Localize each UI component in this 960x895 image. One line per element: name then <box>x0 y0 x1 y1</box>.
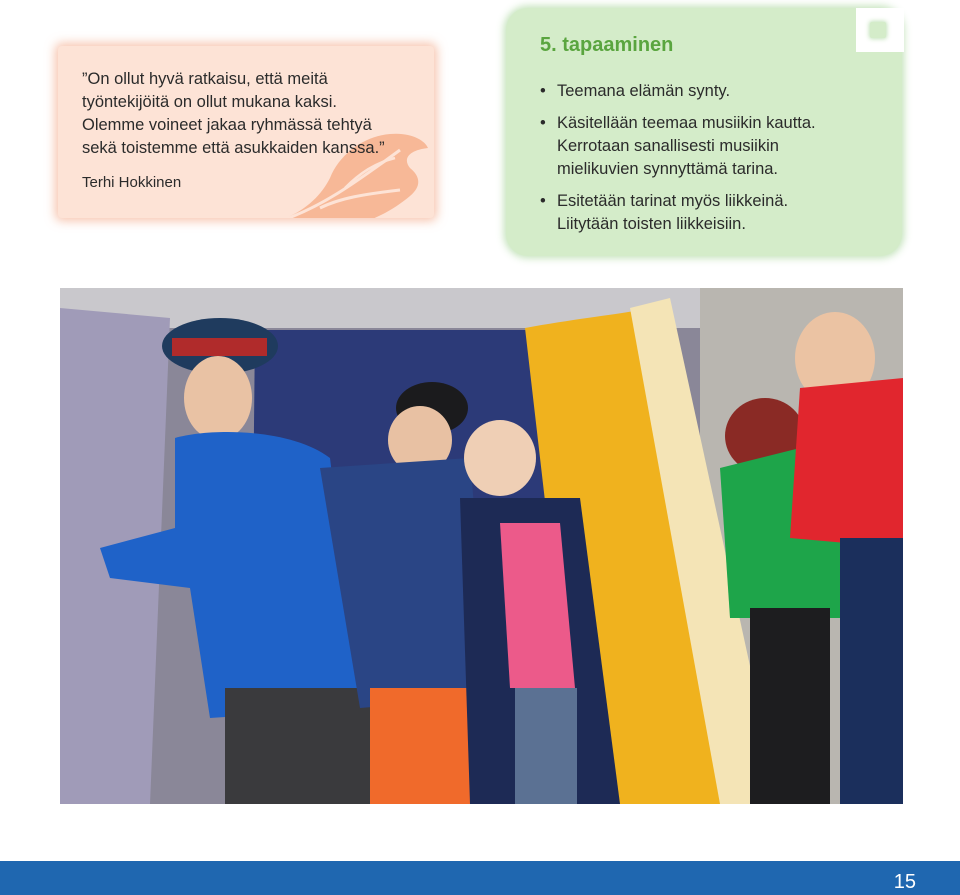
bullet-icon: • <box>540 114 546 132</box>
page-number: 15 <box>893 871 916 893</box>
photo <box>60 288 903 804</box>
quote-author: Terhi Hokkinen <box>82 174 182 191</box>
list-item <box>540 112 880 181</box>
quote-box <box>58 46 434 218</box>
list-item-text: Teemana elämän synty. <box>557 82 731 100</box>
session-list <box>540 80 880 245</box>
list-item <box>540 190 880 236</box>
corner-square <box>870 22 886 38</box>
photo-illustration <box>60 288 903 804</box>
list-item-text: Esitetään tarinat myös liikkeinä. Liitytään toisten liikkeisiin. <box>557 192 789 233</box>
list-item <box>540 80 880 103</box>
quote-text: ”On ollut hyvä ratkaisu, että meitä työntekijöitä on ollut mukana kaksi. Olemme voineet jakaa ryhmässä tehtyä sekä toistemme että asukkaiden kanssa.” <box>82 70 385 157</box>
session-title: 5. tapaaminen <box>540 34 674 56</box>
list-item-text: Käsitellään teemaa musiikin kautta. Kerrotaan sanallisesti musiikin mielikuvien synnyttämä tarina. <box>557 114 816 178</box>
footer-bar <box>0 861 960 895</box>
bullet-icon: • <box>540 82 546 100</box>
bullet-icon: • <box>540 192 546 210</box>
